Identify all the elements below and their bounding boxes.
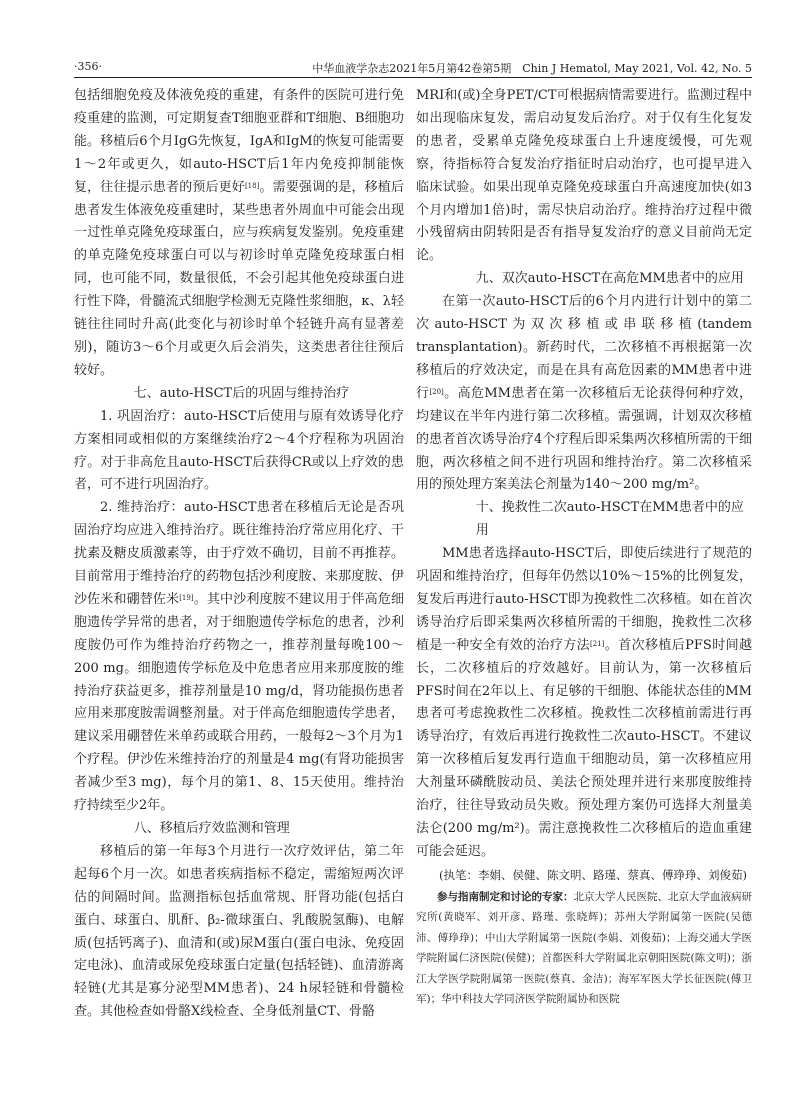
expert-list-label: 参与指南制定和讨论的专家： [437, 890, 574, 903]
authors-line: (执笔：李娟、侯健、陈文明、路瑾、蔡真、傅琤琤、刘俊茹) [439, 867, 747, 882]
running-header [0, 0, 800, 80]
section-heading-7: 七、auto-HSCT后的巩固与维持治疗 [133, 385, 350, 401]
paragraph-monitoring: 移植后的第一年每3个月进行一次疗效评估，第二年起每6个月一次。如患者疾病指标不稳定，需缩短两次评估的间隔时间。监测指标包括血常规、肝肾功能(包括白蛋白、球蛋白、肌酐、β₂-微球蛋白、乳酸脱氢酶)、电解质(包括钙离子)、血清和(或)尿M蛋白(蛋白电泳、免疫固定电泳)、血清或尿免疫球蛋白定量(包括轻链)、血清游离轻链(尤其是寡分泌型MM患者)、24 h尿轻链和骨髓检查。其他检查如骨骼X线检查、全身低剂量CT、骨骼 [74, 843, 404, 1020]
citation-21: [21] [590, 639, 605, 648]
page-number: ·356· [74, 60, 102, 73]
section-heading-10: 十、挽救性二次auto-HSCT在MM患者中的应用 [475, 500, 744, 539]
expert-list [416, 887, 752, 1010]
citation-19: [19] [179, 593, 194, 602]
citation-20: [20] [429, 387, 444, 396]
citation-18: [18] [244, 181, 260, 190]
expert-list-text: 北京大学人民医院、北京大学血液病研究所(黄晓军、刘开彦、路瑾、张晓辉)；苏州大学附属第一医院(吴德沛、傅琤琤)；中山大学附属第一医院(李娟、刘俊茹)；上海交通大学医学院附属仁济医院(侯健)；首都医科大学附属北京朝阳医院(陈文明)；浙江大学医学院附属第一医院(蔡真、金洁)；海军军医大学长征医院(傅卫军)；华中科技大学同济医学院附属协和医院 [416, 890, 752, 1006]
left-column [74, 85, 404, 1024]
paragraph-salvage-transplant: MM患者选择auto-HSCT后，即使后续进行了规范的巩固和维持治疗，但每年仍然以10%～15%的比例复发，复发后再进行auto-HSCT即为挽救性二次移植。如在首次诱导治疗后即采集两次移植所需的干细胞，挽救性二次移植是一种安全有效的治疗方法[21]。首次移植后PFS时间越长，二次移植后的疗效越好。目前认为，第一次移植后PFS时间在2年以上、有足够的干细胞、体能状态佳的MM患者可考虑挽救性二次移植。挽救性二次移植前需进行再诱导治疗，有效后再进行挽救性二次auto-HSCT。不建议第一次移植后复发再行造血干细胞动员，第一次移植应用大剂量环磷酰胺动员、美法仑预处理并进行来那度胺维持治疗，往往导致动员失败。预处理方案仍可选择大剂量美法仑(200 mg/m²)。需注意挽救性二次移植后的造血重建可能会延迟。 [416, 546, 752, 859]
paragraph-monitoring-cont: MRI和(或)全身PET/CT可根据病情需要进行。监测过程中如出现临床复发，需启动复发后治疗。对于仅有生化复发的患者，受累单克隆免疫球蛋白上升速度缓慢，可先观察，待指标符合复发治疗指征时启动治疗，也可提早进入临床试验。如果出现单克隆免疫球蛋白升高速度加快(如3个月内增加1倍)时，需尽快启动治疗。维持治疗过程中微小残留病由阴转阳是否有指导复发治疗的意义目前尚无定论。 [416, 88, 752, 264]
paragraph-tandem-transplant: 在第一次auto-HSCT后的6个月内进行计划中的第二次auto-HSCT为双次移植或串联移植(tandem transplantation)。新药时代，二次移植不再根据第一次移植后的疗效决定，而是在具有高危因素的MM患者中进行[20]。高危MM患者在第一次移植后无论获得何种疗效，均建议在半年内进行第二次移植。需强调，计划双次移植的患者首次诱导治疗4个疗程后即采集两次移植所需的干细胞，两次移植之间不进行巩固和维持治疗。第二次移植采用的预处理方案美法仑剂量为140～200 mg/m²。 [416, 294, 752, 493]
paragraph-consolidation: 1. 巩固治疗：auto-HSCT后使用与原有效诱导化疗方案相同或相似的方案继续治疗2～4个疗程称为巩固治疗。对于非高危且auto-HSCT后获得CR或以上疗效的患者，可不进行巩固治疗。 [74, 408, 404, 493]
paragraph-immune-reconstitution: 包括细胞免疫及体液免疫的重建，有条件的医院可进行免疫重建的监测，可定期复查T细胞亚群和T细胞、B细胞功能。移植后6个月IgG先恢复，IgA和IgM的恢复可能需要1～2年或更久，如auto-HSCT后1年内免疫抑制能恢复，往往提示患者的预后更好[18]。需要强调的是，移植后患者发生体液免疫重建时，某些患者外周血中可能会出现一过性单克隆免疫球蛋白，应与疾病复发鉴别。免疫重建的单克隆免疫球蛋白可以与初诊时单克隆免疫球蛋白相同，也可能不同，数量很低，不会引起其他免疫球蛋白进行性下降，骨髓流式细胞学检测无克隆性浆细胞，κ、λ轻链往往同时升高(此变化与初诊时单个轻链升高有显著差别)，随访3～6个月或更久后会消失，这类患者往往预后较好。 [74, 88, 404, 378]
section-heading-9: 九、双次auto-HSCT在高危MM患者中的应用 [475, 271, 744, 287]
section-heading-8: 八、移植后疗效监测和管理 [133, 821, 290, 836]
journal-header: 中华血液学杂志2021年5月第42卷第5期 Chin J Hematol, May 2021, Vol. 42, No. 5 [312, 62, 752, 75]
header-rule [74, 77, 752, 78]
paragraph-maintenance: 2. 维持治疗：auto-HSCT患者在移植后无论是否巩固治疗均应进入维持治疗。既往维持治疗常应用化疗、干扰素及糖皮质激素等，由于疗效不确切，目前不再推荐。目前常用于维持治疗的药物包括沙利度胺、来那度胺、伊沙佐米和硼替佐米[19]。其中沙利度胺不建议用于伴高危细胞遗传学异常的患者，对于细胞遗传学标危的患者，沙利度胺仍可作为维持治疗药物之一，推荐剂量每晚100～200 mg。细胞遗传学标危及中危患者应用来那度胺的维持治疗获益更多，推荐剂量是10 mg/d，肾功能损伤患者应用来那度胺需调整剂量。对于伴高危细胞遗传学患者，建议采用硼替佐米单药或联合用药，一般每2～3个月为1个疗程。伊沙佐米维持治疗的剂量是4 mg(有肾功能损害者减少至3 mg)，每个月的第1、8、15天使用。维持治疗持续至少2年。 [74, 500, 404, 814]
right-column [416, 85, 752, 1010]
